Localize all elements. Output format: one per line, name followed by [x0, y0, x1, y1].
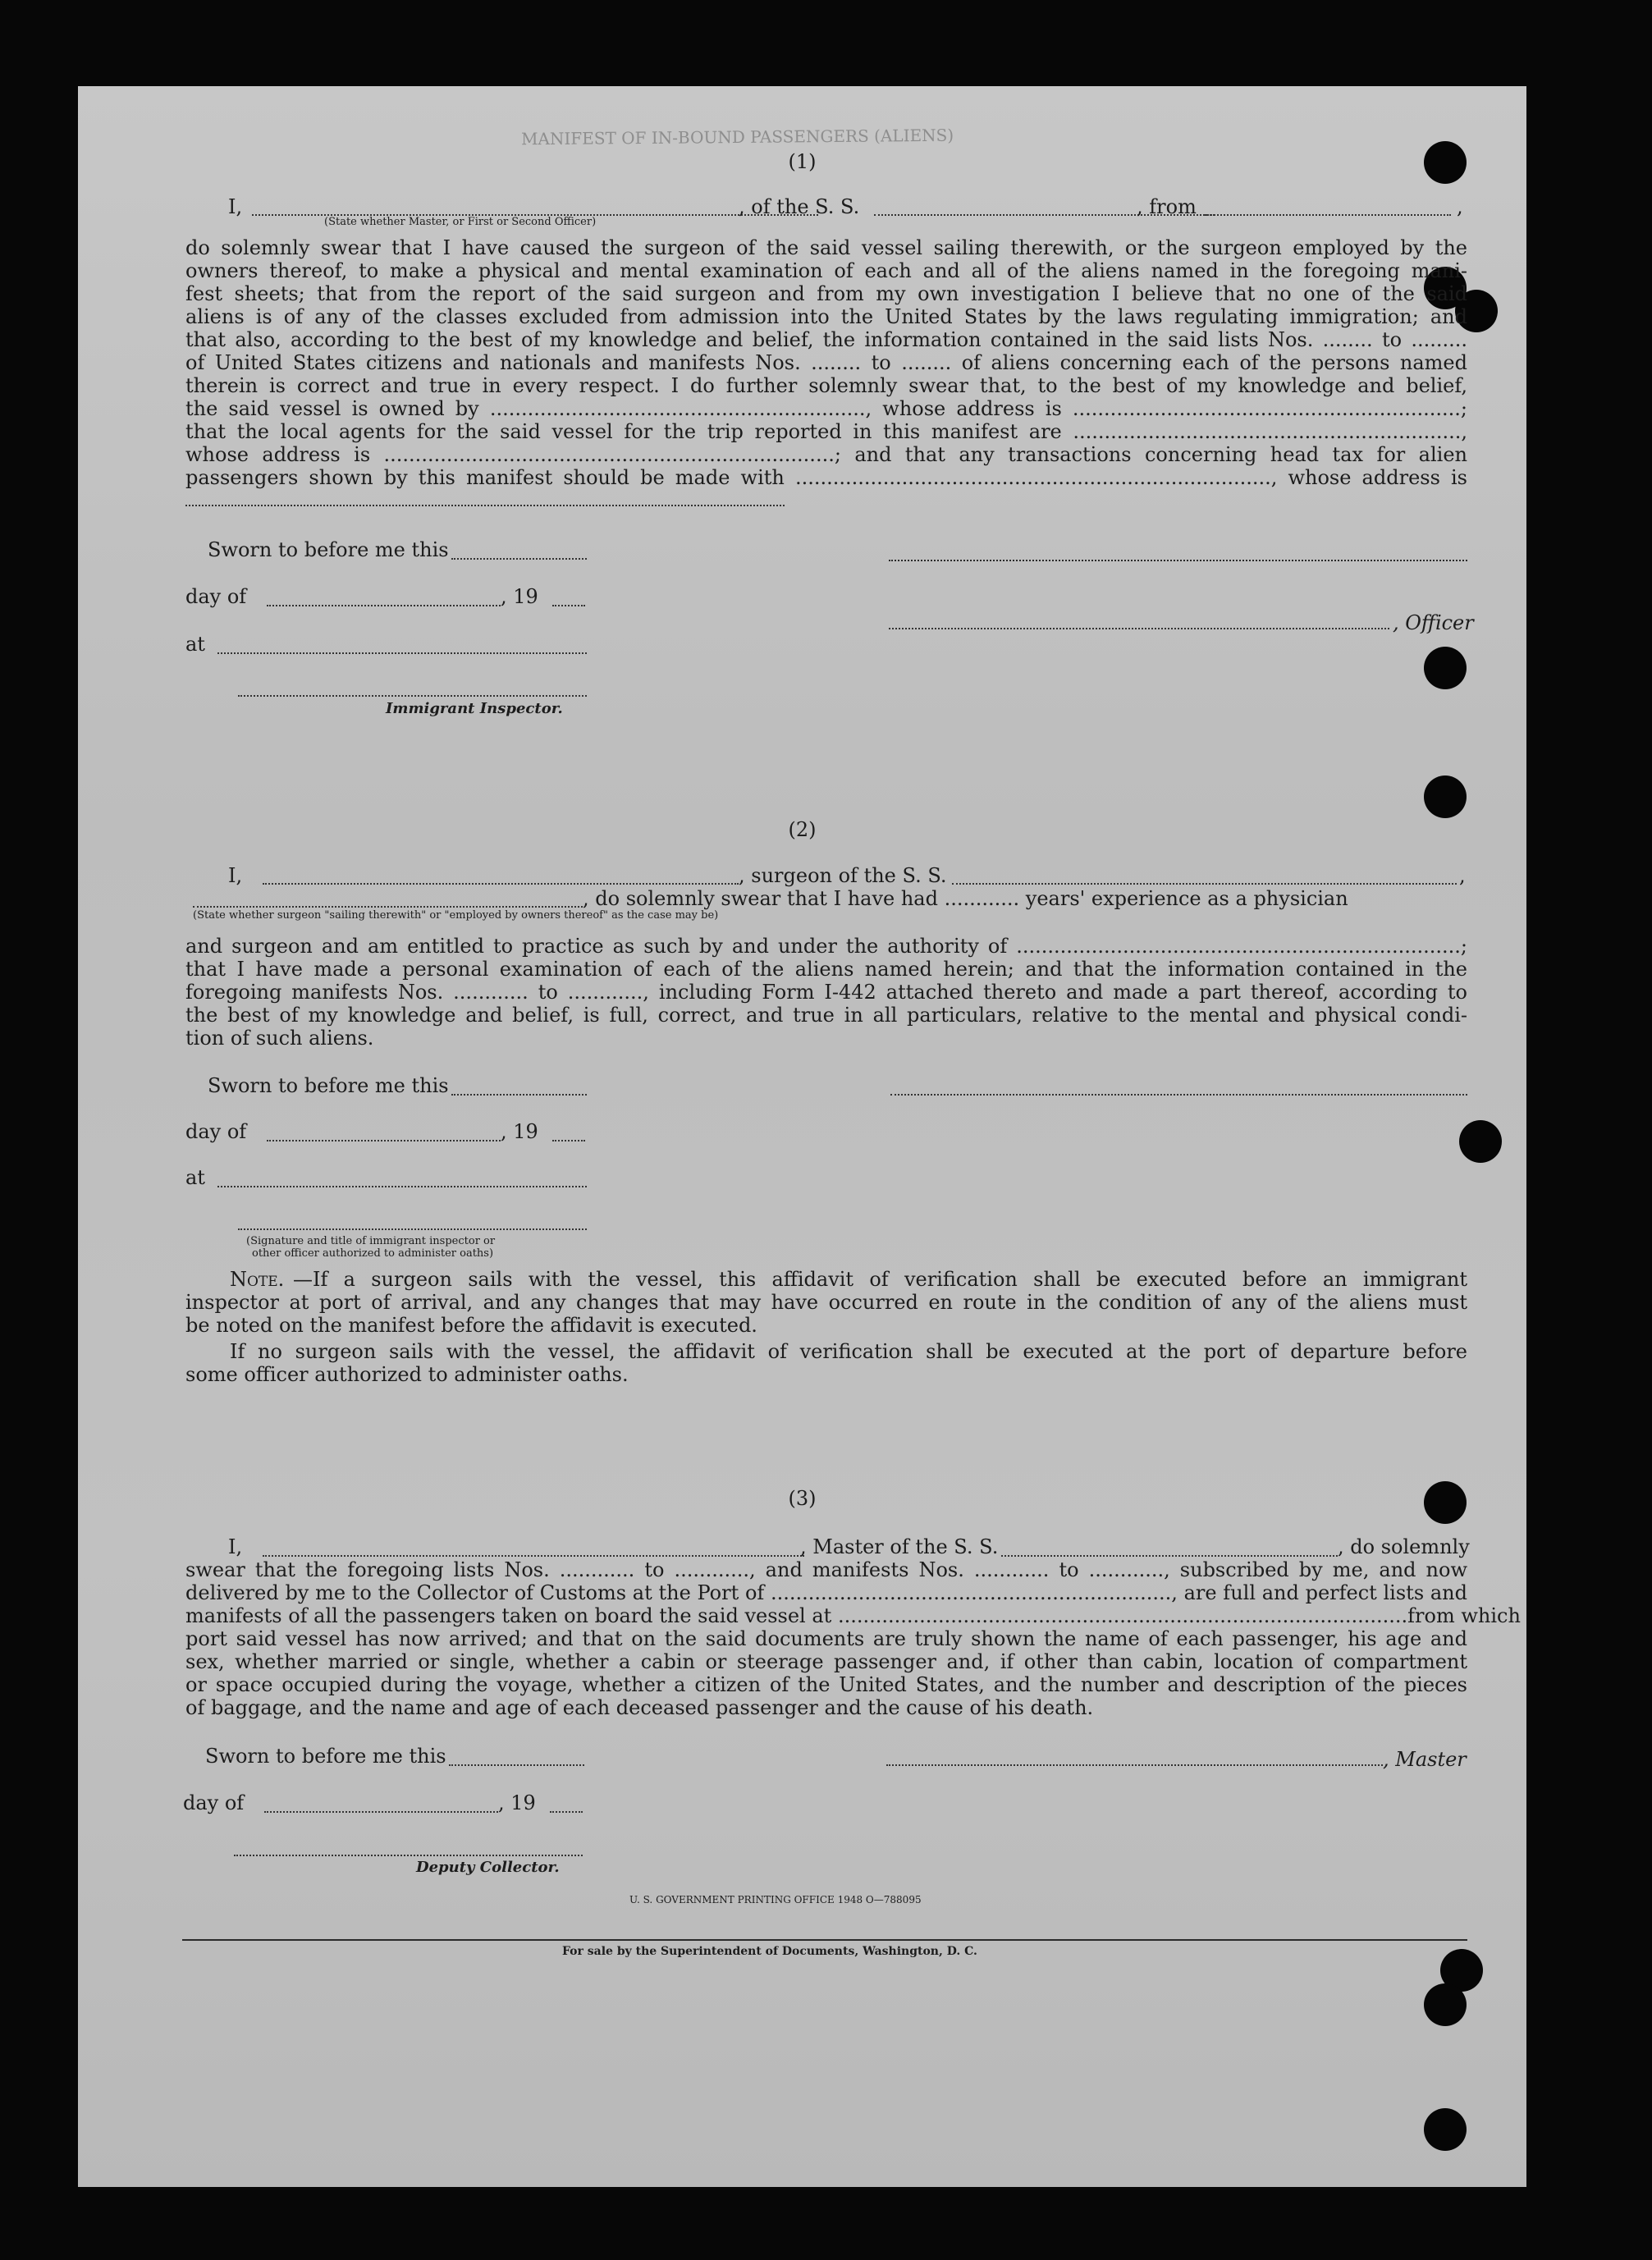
section-1-sworn-label: Sworn to before me this: [208, 538, 449, 561]
collector-signature-line: [234, 1855, 583, 1856]
section-3-master-field: [263, 1555, 804, 1557]
printing-office-imprint: U. S. GOVERNMENT PRINTING OFFICE 1948 O—788095: [629, 1894, 922, 1905]
section-2-vessel-field: [952, 883, 1457, 885]
section-3-body-line: sex, whether married or single, whether a cabin or steerage passenger and, if other than cabin, location of compartment: [185, 1650, 1467, 1673]
note-body-line: —If a surgeon sails with the vessel, this affidavit of verification shall be executed before an immigrant: [293, 1268, 1467, 1291]
section-2-year-label: , 19: [501, 1120, 538, 1143]
note-body-line: be noted on the manifest before the affidavit is executed.: [185, 1314, 757, 1337]
section-1-body-line: the said vessel is owned by ............................................................, whose address is ..............................................................;: [185, 397, 1467, 420]
inspector-signature-line: [238, 695, 587, 697]
section-3-body-line: delivered by me to the Collector of Customs at the Port of ................................................................, are full and perfect lists and: [185, 1581, 1467, 1604]
section-3-sworn-label: Sworn to before me this: [205, 1745, 446, 1768]
section-3-master-of-ss: , Master of the S. S.: [800, 1535, 999, 1558]
section-2-day-field: [267, 1140, 501, 1141]
section-1-body-line: of United States citizens and nationals and manifests Nos. ........ to ........ of aliens concerning each of the persons named: [185, 351, 1467, 374]
section-1-body-line: aliens is of any of the classes excluded from admission into the United States by the laws regulating immigration; and: [185, 305, 1467, 328]
section-2-at-label: at: [185, 1166, 205, 1189]
section-1-year-label: , 19: [501, 585, 538, 608]
faint-header-text: MANIFEST OF IN-BOUND PASSENGERS (ALIENS): [520, 125, 954, 149]
section-2-comma: ,: [1459, 864, 1466, 887]
section-1-body-line: that also, according to the best of my knowledge and belief, the information contained in the said lists Nos. ........ to .........: [185, 328, 1467, 351]
section-1-i: I,: [228, 195, 243, 218]
section-3-body-line: or space occupied during the voyage, whether a citizen of the United States, and the number and description of the pieces: [185, 1673, 1467, 1696]
section-1-body-line: owners thereof, to make a physical and mental examination of each and all of the aliens named in the foregoing mani-: [185, 259, 1467, 282]
section-1-body-line: therein is correct and true in every respect. I do further solemnly swear that, to the best of my knowledge and belief,: [185, 374, 1467, 397]
section-1-body-line: that the local agents for the said vessel for the trip reported in this manifest are ..............................................................,: [185, 420, 1467, 443]
section-2-body-line: that I have made a personal examination of each of the aliens named herein; and that the information contained in the: [185, 958, 1467, 981]
surgeon-status-note: (State whether surgeon "sailing therewith" or "employed by owners thereof" as the case may be): [193, 909, 719, 922]
section-3-body-line: port said vessel has now arrived; and that on the said documents are truly shown the name of each passenger, his age and: [185, 1627, 1467, 1650]
section-3-year-field: [550, 1811, 583, 1813]
section-1-year-field: [552, 605, 585, 606]
section-1-body-line: whose address is ........................................................................; and that any transactions concerning head tax for alien: [185, 443, 1467, 466]
section-1-at-label: at: [185, 633, 205, 656]
section-2-surgeon-of-ss: , surgeon of the S. S.: [739, 864, 947, 887]
section-3-i: I,: [228, 1535, 243, 1558]
punch-hole: [1424, 647, 1467, 689]
section-3-body-line: swear that the foregoing lists Nos. ............ to ............, and manifests Nos. ............ to ............, subscribed by me, and now: [185, 1558, 1467, 1581]
master-title: , Master: [1383, 1748, 1467, 1771]
section-3-year-label: , 19: [498, 1791, 536, 1814]
section-2-day-of-label: day of: [185, 1120, 247, 1143]
note-body-line: inspector at port of arrival, and any changes that may have occurred en route in the condition of any of the aliens must: [185, 1291, 1467, 1314]
footer-rule: [182, 1939, 1467, 1941]
section-3-sworn-field: [449, 1764, 584, 1766]
from-port-field: [1205, 214, 1451, 216]
section-2-i: I,: [228, 864, 243, 887]
manifest-back-page: [78, 86, 1526, 2187]
master-signature-line: [886, 1764, 1383, 1766]
punch-hole: [1459, 1120, 1502, 1163]
surgeon-name-field: [263, 883, 739, 885]
section-3-body-line: of baggage, and the name and age of each deceased passenger and the cause of his death.: [185, 1696, 1094, 1719]
master-title-note: (State whether Master, or First or Second Officer): [324, 216, 597, 228]
section-2-body-line: and surgeon and am entitled to practice as such by and under the authority of .......................................................................;: [185, 935, 1467, 958]
section-2-number: (2): [788, 818, 817, 841]
section-1-at-field: [217, 652, 587, 654]
section-3-day-of-label: day of: [183, 1791, 245, 1814]
section-2-year-field: [552, 1140, 585, 1141]
section-2-body-line: foregoing manifests Nos. ............ to ............, including Form I-442 attached thereto and made a part thereof, according to: [185, 981, 1467, 1004]
note-label: Note.: [230, 1268, 285, 1291]
note-2-line: If no surgeon sails with the vessel, the affidavit of verification shall be executed at the port of departure before: [230, 1340, 1467, 1363]
section-1-body-line: passengers shown by this manifest should be made with ............................................................................, whose address is: [185, 466, 1467, 489]
deputy-collector-label: Deputy Collector.: [416, 1859, 560, 1876]
section-2-swear-line: , do solemnly swear that I have had ............ years' experience as a physician: [583, 887, 1348, 910]
section-1-from: , from: [1137, 195, 1197, 218]
section-1-day-field: [267, 605, 501, 606]
surgeon-status-field: [193, 906, 583, 908]
sworn-date-field: [451, 558, 587, 560]
section-3-number: (3): [788, 1487, 817, 1510]
note-2-line: some officer authorized to administer oaths.: [185, 1363, 629, 1386]
punch-hole: [1424, 775, 1467, 818]
section-2-body-line: the best of my knowledge and belief, is full, correct, and true in all particulars, relative to the mental and physical condi-: [185, 1004, 1467, 1027]
surgeon-signature-line: [890, 1094, 1467, 1096]
section-2-inspector-line: [238, 1228, 587, 1230]
officer-signature-line-top: [889, 560, 1467, 561]
section-2-body-line: tion of such aliens.: [185, 1027, 374, 1050]
section-3-day-field: [264, 1811, 498, 1813]
punch-hole: [1424, 1983, 1467, 2026]
section-1-number: (1): [788, 150, 817, 173]
signature-title-note-2: other officer authorized to administer oaths): [252, 1247, 494, 1260]
immigrant-inspector-label: Immigrant Inspector.: [386, 700, 563, 717]
section-1-comma: ,: [1457, 195, 1463, 218]
section-3-body-line: manifests of all the passengers taken on board the said vessel at ...........................................................................................from which: [185, 1604, 1521, 1627]
section-3-vessel-field: [1001, 1555, 1338, 1557]
officer-title: , Officer: [1393, 611, 1474, 634]
signature-title-note-1: (Signature and title of immigrant inspector or: [246, 1235, 496, 1247]
section-2-sworn-field: [451, 1094, 587, 1096]
footer-sale-notice: For sale by the Superintendent of Documents, Washington, D. C.: [562, 1945, 977, 1958]
section-3-do-solemnly: , do solemnly: [1338, 1535, 1470, 1558]
officer-signature-line: [889, 628, 1389, 629]
punch-hole: [1424, 2108, 1467, 2151]
section-2-sworn-label: Sworn to before me this: [208, 1074, 449, 1097]
section-2-at-field: [217, 1186, 587, 1187]
section-1-day-of-label: day of: [185, 585, 247, 608]
address-continuation-field: [185, 505, 785, 506]
section-1-body-line: fest sheets; that from the report of the said surgeon and from my own investigation I believe that no one of the said: [185, 282, 1467, 305]
section-1-of-ss: , of the S. S.: [739, 195, 860, 218]
section-1-body-line: do solemnly swear that I have caused the surgeon of the said vessel sailing therewith, or the surgeon employed by the: [185, 236, 1467, 259]
